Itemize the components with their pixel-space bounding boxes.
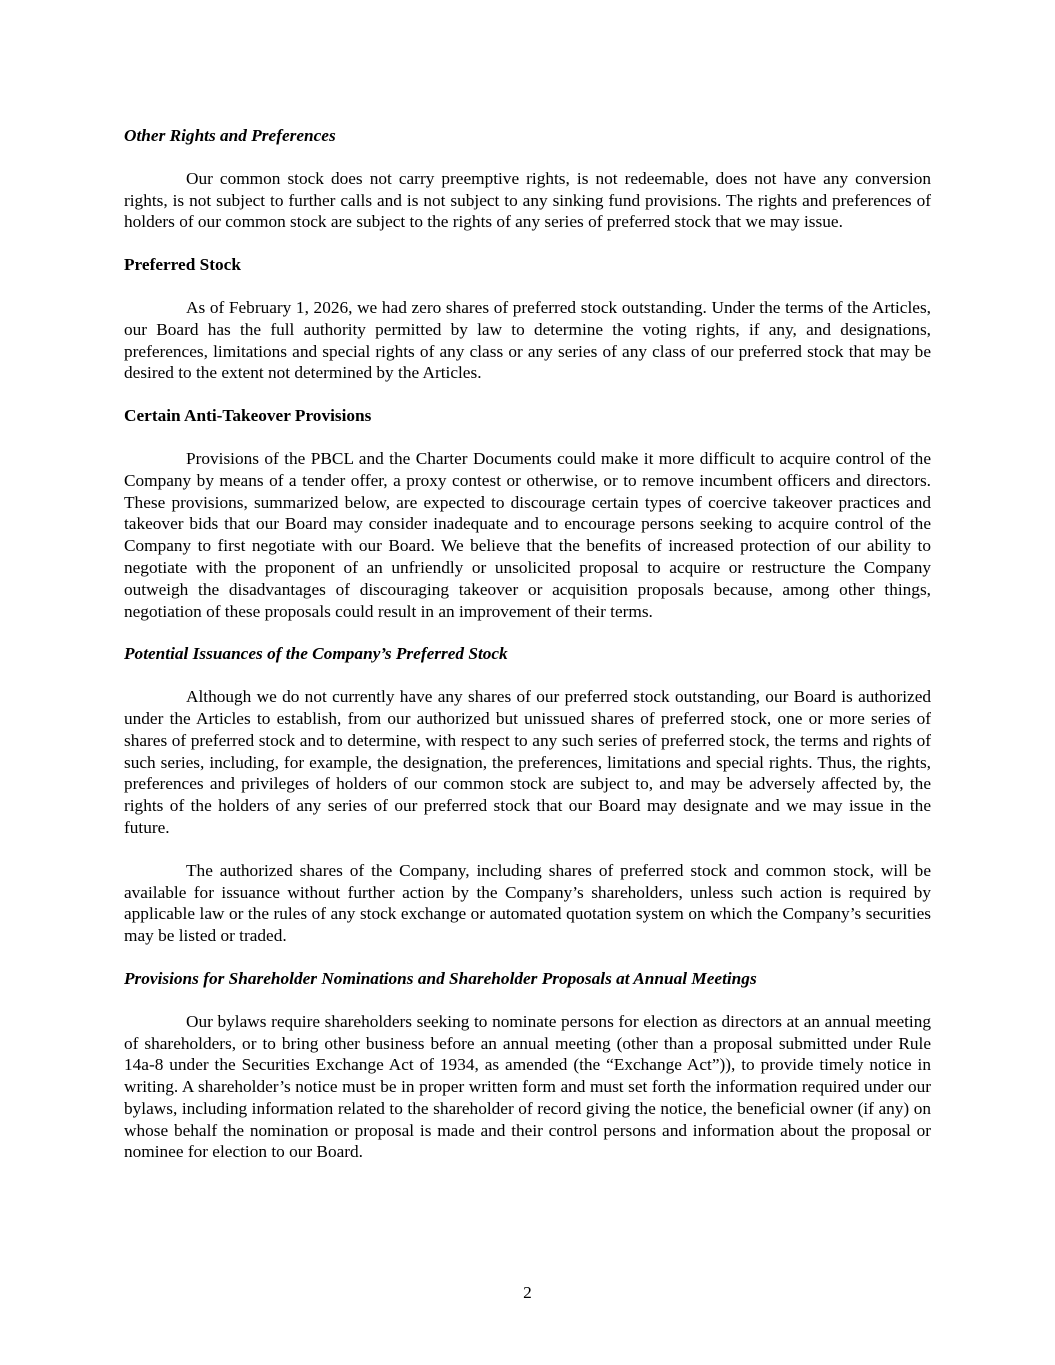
section-heading-anti-takeover: Certain Anti-Takeover Provisions [124,406,372,426]
section-heading-other-rights: Other Rights and Preferences [124,126,336,145]
section-heading-shareholder-nominations: Provisions for Shareholder Nominations and Shareholder Proposals at Annual Meetings [124,968,757,988]
page-number: 2 [523,1283,532,1302]
paragraph-potential-issuances-2: The authorized shares of the Company, including shares of preferred stock and common stock, will be available for issuance without further action by the Company’s shareholders, unless such action is required by applicable law or the rules of any stock exchange or automated quotation system on which the Company’s securities may be listed or traded. [124,860,931,946]
paragraph-other-rights: Our common stock does not carry preemptive rights, is not redeemable, does not have any conversion rights, is not subject to further calls and is not subject to any sinking fund provisions. The rights and preferences of holders of our common stock are subject to the rights of any series of preferred stock that we may issue. [124,168,931,232]
paragraph-preferred-stock: As of February 1, 2026, we had zero shares of preferred stock outstanding. Under the terms of the Articles, our Board has the full authority permitted by law to determine the voting rights, if any, and designations, preferences, limitations and special rights of any class or any series of any class of our preferred stock that may be desired to the extent not determined by the Articles. [124,297,931,383]
paragraph-potential-issuances-1: Although we do not currently have any shares of our preferred stock outstanding, our Board is authorized under the Articles to establish, from our authorized but unissued shares of preferred stock, one or more series of shares of preferred stock and to determine, with respect to any such series of preferred stock, the terms and rights of such series, including, for example, the designation, the preferences, limitations and special rights. Thus, the rights, preferences and privileges of holders of our common stock are subject to, and may be adversely affected by, the rights of the holders of any series of our preferred stock that our Board may designate and we may issue in the future. [124,687,931,837]
paragraph-anti-takeover: Provisions of the PBCL and the Charter Documents could make it more difficult to acquire control of the Company by means of a tender offer, a proxy contest or otherwise, or to remove incumbent officers and directors. These provisions, summarized below, are expected to discourage certain types of coercive takeover practices and takeover bids that our Board may consider inadequate and to encourage persons seeking to acquire control of the Company to first negotiate with our Board. We believe that the benefits of increased protection of our ability to negotiate with the proponent of an unfriendly or unsolicited proposal to acquire or restructure the Company outweigh the disadvantages of discouraging takeover or acquisition proposals because, among other things, negotiation of these proposals could result in an improvement of their terms. [124,448,931,621]
section-heading-preferred-stock: Preferred Stock [124,255,241,275]
section-heading-potential-issuances: Potential Issuances of the Company’s Preferred Stock [124,644,508,664]
document-page [124,125,931,1184]
paragraph-shareholder-nominations: Our bylaws require shareholders seeking to nominate persons for election as directors at an annual meeting of shareholders, or to bring other business before an annual meeting (other than a proposal submitted under Rule 14a-8 under the Securities Exchange Act of 1934, as amended (the “Exchange Act”)), to provide timely notice in writing. A shareholder’s notice must be in proper written form and must set forth the information required under our bylaws, including information related to the shareholder of record giving the notice, the beneficial owner (if any) on whose behalf the nomination or proposal is made and their control persons and information about the proposal or nominee for election to our Board. [124,1011,931,1162]
